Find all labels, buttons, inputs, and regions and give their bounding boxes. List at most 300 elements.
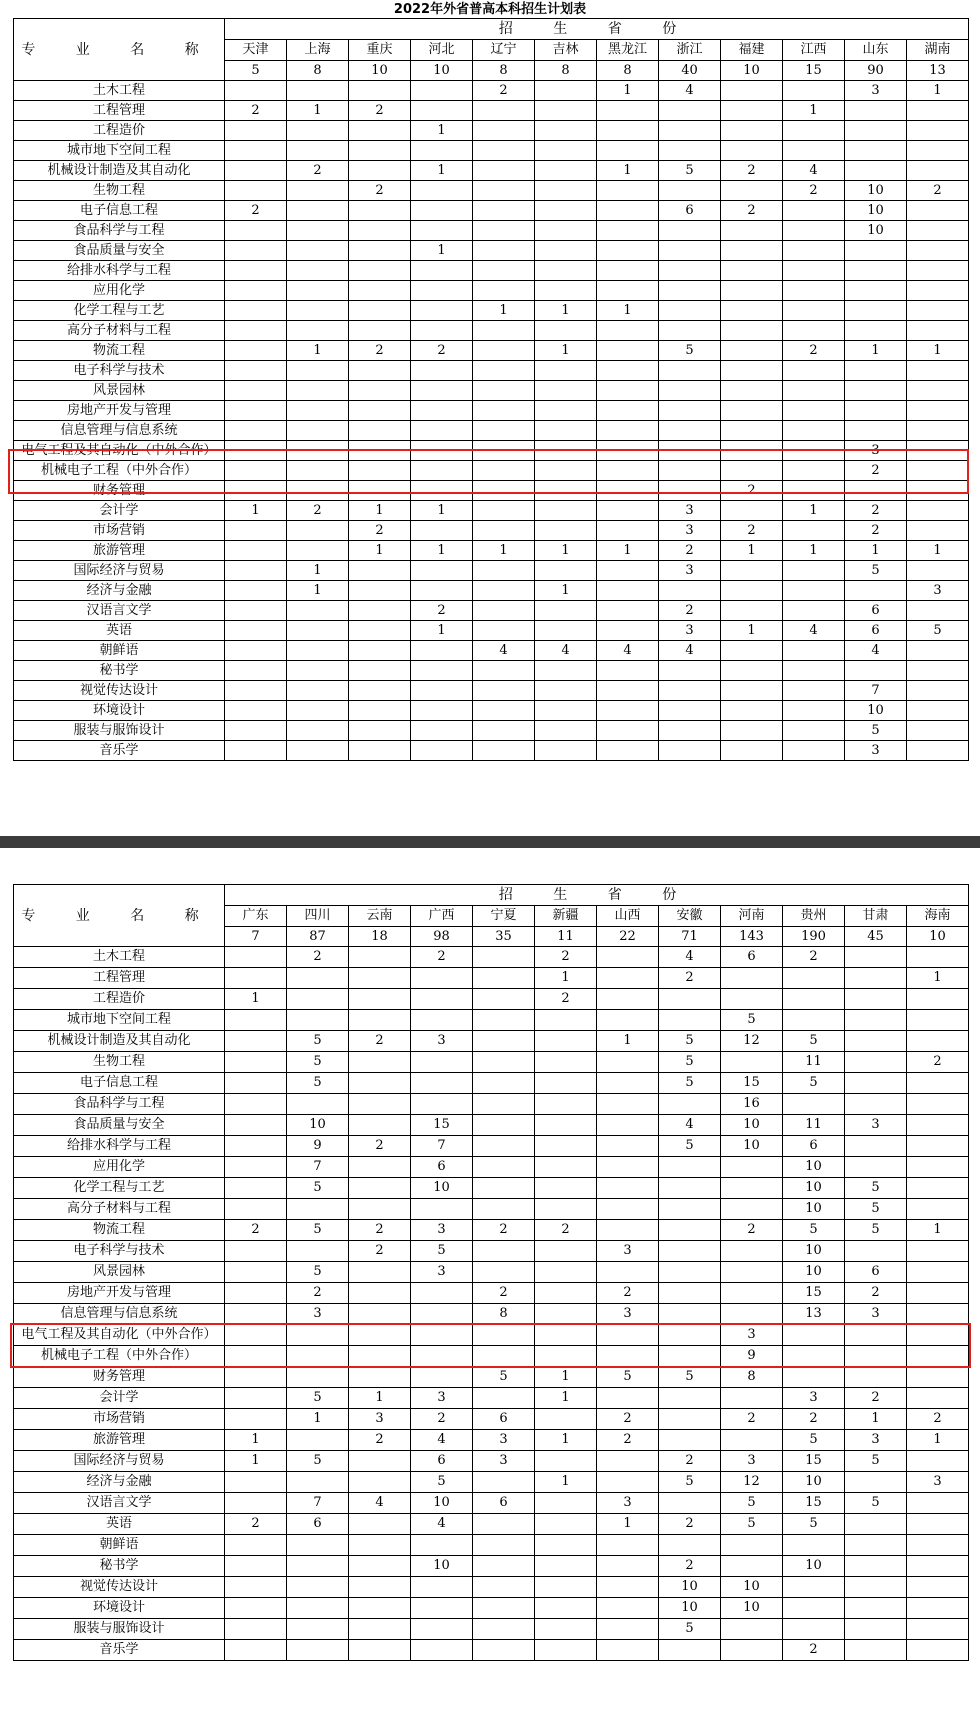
table-row	[14, 1115, 969, 1136]
quota-cell	[783, 301, 845, 321]
table-row	[14, 1577, 969, 1598]
quota-cell	[907, 721, 969, 741]
quota-cell: 3	[907, 1472, 969, 1493]
quota-cell	[287, 1430, 349, 1451]
table-row	[14, 681, 969, 701]
quota-cell: 5	[845, 1178, 907, 1199]
quota-cell	[473, 1262, 535, 1283]
quota-cell: 10	[721, 1598, 783, 1619]
quota-cell: 15	[783, 1283, 845, 1304]
province-total: 71	[659, 927, 721, 947]
province-header: 河北	[411, 40, 473, 61]
quota-cell	[535, 1115, 597, 1136]
quota-cell	[783, 521, 845, 541]
quota-cell	[473, 501, 535, 521]
quota-cell: 1	[845, 1409, 907, 1430]
province-header: 广西	[411, 906, 473, 927]
quota-cell: 2	[783, 181, 845, 201]
quota-cell	[659, 721, 721, 741]
quota-cell: 12	[721, 1472, 783, 1493]
quota-cell: 2	[473, 1220, 535, 1241]
quota-cell	[349, 1073, 411, 1094]
table-row	[14, 947, 969, 968]
quota-cell	[473, 421, 535, 441]
quota-cell	[225, 341, 287, 361]
quota-cell: 5	[845, 1199, 907, 1220]
major-name: 英语	[14, 621, 225, 641]
quota-cell	[845, 1052, 907, 1073]
quota-cell: 1	[411, 121, 473, 141]
major-name: 秘书学	[14, 661, 225, 681]
quota-cell	[907, 101, 969, 121]
quota-cell	[783, 461, 845, 481]
quota-cell	[845, 101, 907, 121]
quota-cell	[349, 1178, 411, 1199]
quota-cell	[659, 1304, 721, 1325]
quota-cell	[907, 1514, 969, 1535]
quota-cell	[721, 221, 783, 241]
major-name: 给排水科学与工程	[14, 261, 225, 281]
major-header: 专 业 名 称	[14, 19, 225, 81]
quota-cell	[225, 1052, 287, 1073]
table-row	[14, 501, 969, 521]
table-row	[14, 1388, 969, 1409]
quota-cell	[907, 161, 969, 181]
quota-cell	[907, 1367, 969, 1388]
quota-cell: 5	[659, 161, 721, 181]
quota-cell: 6	[845, 621, 907, 641]
quota-cell	[287, 1472, 349, 1493]
quota-cell	[411, 1346, 473, 1367]
quota-cell	[535, 1031, 597, 1052]
quota-cell	[411, 321, 473, 341]
quota-cell	[535, 221, 597, 241]
quota-cell	[411, 421, 473, 441]
quota-cell: 1	[287, 581, 349, 601]
quota-cell	[225, 1619, 287, 1640]
quota-cell: 5	[659, 1136, 721, 1157]
quota-cell: 10	[783, 1241, 845, 1262]
quota-cell	[535, 1199, 597, 1220]
quota-cell	[845, 1346, 907, 1367]
quota-cell	[535, 81, 597, 101]
major-name: 化学工程与工艺	[14, 301, 225, 321]
quota-cell	[411, 1283, 473, 1304]
quota-cell: 1	[783, 501, 845, 521]
quota-cell	[287, 1367, 349, 1388]
quota-cell	[597, 721, 659, 741]
quota-cell	[473, 1346, 535, 1367]
quota-cell	[907, 681, 969, 701]
quota-cell	[907, 641, 969, 661]
province-total: 10	[721, 61, 783, 81]
quota-cell	[845, 141, 907, 161]
quota-cell	[721, 381, 783, 401]
quota-cell	[845, 661, 907, 681]
quota-cell	[659, 1325, 721, 1346]
quota-cell: 1	[411, 541, 473, 561]
quota-cell	[287, 241, 349, 261]
quota-cell: 1	[535, 1430, 597, 1451]
quota-cell: 10	[411, 1493, 473, 1514]
quota-cell	[783, 421, 845, 441]
table-row	[14, 1157, 969, 1178]
quota-cell	[287, 1325, 349, 1346]
major-name: 工程造价	[14, 121, 225, 141]
quota-cell: 2	[349, 341, 411, 361]
quota-cell	[597, 1577, 659, 1598]
quota-cell	[473, 1556, 535, 1577]
province-header: 辽宁	[473, 40, 535, 61]
quota-cell	[349, 601, 411, 621]
quota-cell	[225, 621, 287, 641]
quota-cell: 2	[597, 1283, 659, 1304]
quota-cell	[597, 621, 659, 641]
quota-cell: 2	[659, 968, 721, 989]
quota-cell	[411, 581, 473, 601]
quota-cell	[349, 401, 411, 421]
major-name: 市场营销	[14, 1409, 225, 1430]
quota-cell	[597, 441, 659, 461]
major-name: 电气工程及其自动化（中外合作）	[14, 1325, 225, 1346]
major-name: 工程管理	[14, 968, 225, 989]
quota-cell: 10	[721, 1577, 783, 1598]
quota-cell: 3	[845, 1115, 907, 1136]
table-row	[14, 281, 969, 301]
quota-cell: 2	[349, 101, 411, 121]
quota-cell	[845, 1094, 907, 1115]
quota-cell	[721, 341, 783, 361]
quota-cell	[907, 1640, 969, 1661]
quota-cell	[907, 741, 969, 761]
quota-cell	[597, 101, 659, 121]
quota-cell	[907, 1577, 969, 1598]
quota-cell	[907, 321, 969, 341]
quota-cell: 2	[907, 181, 969, 201]
quota-cell: 7	[411, 1136, 473, 1157]
quota-cell: 2	[721, 201, 783, 221]
quota-cell	[473, 141, 535, 161]
quota-cell	[225, 361, 287, 381]
quota-cell	[225, 1388, 287, 1409]
table-row	[14, 401, 969, 421]
province-total: 8	[473, 61, 535, 81]
quota-cell: 5	[783, 1031, 845, 1052]
quota-cell: 1	[907, 81, 969, 101]
quota-cell	[783, 241, 845, 261]
quota-cell: 10	[659, 1577, 721, 1598]
quota-cell	[411, 221, 473, 241]
quota-cell	[473, 561, 535, 581]
quota-cell	[225, 381, 287, 401]
quota-cell: 5	[287, 1262, 349, 1283]
quota-cell: 1	[349, 1388, 411, 1409]
quota-cell: 2	[535, 1220, 597, 1241]
quota-cell: 1	[535, 581, 597, 601]
quota-cell	[907, 241, 969, 261]
quota-cell	[473, 601, 535, 621]
quota-cell	[473, 989, 535, 1010]
quota-cell: 1	[535, 301, 597, 321]
quota-cell	[287, 481, 349, 501]
quota-cell	[225, 141, 287, 161]
quota-cell	[597, 401, 659, 421]
quota-cell	[225, 1115, 287, 1136]
quota-cell	[597, 461, 659, 481]
quota-cell	[535, 121, 597, 141]
major-name: 环境设计	[14, 1598, 225, 1619]
quota-cell	[907, 1493, 969, 1514]
quota-cell	[225, 221, 287, 241]
quota-cell: 2	[659, 1556, 721, 1577]
quota-cell: 1	[535, 541, 597, 561]
quota-cell: 2	[349, 1241, 411, 1262]
province-header: 广东	[225, 906, 287, 927]
quota-cell	[535, 1325, 597, 1346]
major-name: 生物工程	[14, 1052, 225, 1073]
quota-cell	[597, 1178, 659, 1199]
quota-cell	[907, 261, 969, 281]
quota-cell	[721, 101, 783, 121]
quota-cell	[473, 341, 535, 361]
province-total: 10	[349, 61, 411, 81]
quota-cell	[907, 461, 969, 481]
quota-cell	[225, 1640, 287, 1661]
quota-cell	[411, 1199, 473, 1220]
major-name: 电子科学与技术	[14, 361, 225, 381]
quota-cell	[783, 221, 845, 241]
quota-cell: 5	[287, 1451, 349, 1472]
quota-cell	[783, 1535, 845, 1556]
quota-cell	[721, 989, 783, 1010]
quota-cell	[907, 1199, 969, 1220]
table-row	[14, 1010, 969, 1031]
quota-cell	[225, 1556, 287, 1577]
quota-cell	[907, 1115, 969, 1136]
table-row	[14, 1262, 969, 1283]
table-row	[14, 1304, 969, 1325]
quota-cell: 2	[659, 601, 721, 621]
province-header: 浙江	[659, 40, 721, 61]
quota-cell	[411, 441, 473, 461]
table-row	[14, 1640, 969, 1661]
quota-cell: 3	[597, 1241, 659, 1262]
quota-cell	[535, 1073, 597, 1094]
table-row	[14, 968, 969, 989]
quota-cell	[473, 581, 535, 601]
quota-cell	[349, 1094, 411, 1115]
major-name: 朝鲜语	[14, 641, 225, 661]
quota-cell	[473, 621, 535, 641]
quota-cell	[659, 1178, 721, 1199]
quota-cell	[473, 968, 535, 989]
quota-cell	[225, 1409, 287, 1430]
province-total: 8	[535, 61, 597, 81]
quota-cell	[597, 381, 659, 401]
quota-cell	[411, 1304, 473, 1325]
quota-cell: 7	[287, 1493, 349, 1514]
quota-cell	[659, 1262, 721, 1283]
major-name: 风景园林	[14, 1262, 225, 1283]
quota-cell	[225, 441, 287, 461]
major-name: 应用化学	[14, 281, 225, 301]
quota-cell	[535, 241, 597, 261]
province-total: 18	[349, 927, 411, 947]
quota-cell	[845, 581, 907, 601]
quota-cell	[287, 541, 349, 561]
quota-cell: 5	[845, 1493, 907, 1514]
quota-cell	[907, 1136, 969, 1157]
quota-cell: 1	[597, 1031, 659, 1052]
quota-cell	[783, 741, 845, 761]
quota-cell	[473, 181, 535, 201]
quota-cell	[349, 947, 411, 968]
quota-cell: 2	[783, 1640, 845, 1661]
major-name: 服装与服饰设计	[14, 1619, 225, 1640]
quota-cell	[659, 321, 721, 341]
quota-cell	[535, 1640, 597, 1661]
quota-cell	[721, 501, 783, 521]
quota-cell	[659, 1640, 721, 1661]
quota-cell: 1	[845, 541, 907, 561]
major-name: 经济与金融	[14, 581, 225, 601]
quota-cell	[845, 1514, 907, 1535]
quota-cell	[411, 1598, 473, 1619]
quota-cell	[783, 968, 845, 989]
quota-cell	[535, 1136, 597, 1157]
quota-cell	[411, 1052, 473, 1073]
quota-cell	[225, 1472, 287, 1493]
quota-cell	[225, 561, 287, 581]
quota-cell	[659, 1409, 721, 1430]
quota-cell	[721, 1157, 783, 1178]
quota-cell: 3	[659, 561, 721, 581]
quota-cell	[597, 1073, 659, 1094]
province-header: 湖南	[907, 40, 969, 61]
quota-cell: 6	[411, 1157, 473, 1178]
quota-cell	[473, 381, 535, 401]
quota-cell	[907, 1619, 969, 1640]
quota-cell: 8	[721, 1367, 783, 1388]
quota-cell: 2	[721, 521, 783, 541]
table-row	[14, 741, 969, 761]
quota-cell	[597, 701, 659, 721]
quota-cell	[411, 661, 473, 681]
quota-cell	[597, 1535, 659, 1556]
quota-cell: 5	[287, 1073, 349, 1094]
quota-cell	[349, 701, 411, 721]
major-name: 汉语言文学	[14, 601, 225, 621]
quota-cell	[535, 1451, 597, 1472]
quota-cell	[473, 1157, 535, 1178]
province-header: 江西	[783, 40, 845, 61]
quota-cell	[411, 1010, 473, 1031]
quota-cell: 3	[411, 1031, 473, 1052]
quota-cell	[287, 621, 349, 641]
quota-cell	[597, 501, 659, 521]
quota-cell: 3	[473, 1451, 535, 1472]
quota-cell: 4	[411, 1430, 473, 1451]
table-row	[14, 1073, 969, 1094]
quota-cell	[597, 181, 659, 201]
quota-cell	[721, 421, 783, 441]
quota-cell	[349, 81, 411, 101]
quota-cell	[597, 341, 659, 361]
quota-cell: 5	[845, 1220, 907, 1241]
quota-cell	[907, 281, 969, 301]
quota-cell	[225, 121, 287, 141]
quota-cell: 3	[845, 1430, 907, 1451]
quota-cell: 10	[845, 701, 907, 721]
quota-cell	[349, 201, 411, 221]
table-row	[14, 321, 969, 341]
quota-cell	[659, 1346, 721, 1367]
quota-cell: 5	[659, 1619, 721, 1640]
quota-cell	[287, 121, 349, 141]
quota-cell	[907, 1451, 969, 1472]
quota-cell	[535, 1304, 597, 1325]
quota-cell	[225, 1031, 287, 1052]
quota-cell	[907, 989, 969, 1010]
quota-cell	[349, 1472, 411, 1493]
quota-cell	[535, 101, 597, 121]
table-row	[14, 601, 969, 621]
quota-cell	[845, 1619, 907, 1640]
quota-cell: 5	[721, 1514, 783, 1535]
quota-cell	[225, 581, 287, 601]
province-header: 上海	[287, 40, 349, 61]
quota-cell	[721, 1178, 783, 1199]
quota-cell	[783, 261, 845, 281]
quota-cell	[659, 581, 721, 601]
page-separator	[0, 836, 980, 848]
table-row	[14, 121, 969, 141]
page-title: 2022年外省普高本科招生计划表	[393, 2, 587, 17]
quota-cell	[659, 1241, 721, 1262]
quota-cell: 4	[783, 161, 845, 181]
quota-cell	[411, 101, 473, 121]
quota-cell: 1	[721, 541, 783, 561]
quota-cell	[349, 1577, 411, 1598]
quota-cell	[225, 1577, 287, 1598]
quota-cell	[783, 661, 845, 681]
quota-cell	[659, 281, 721, 301]
quota-cell: 12	[721, 1031, 783, 1052]
quota-cell	[411, 968, 473, 989]
quota-cell: 1	[225, 501, 287, 521]
quota-cell	[721, 581, 783, 601]
quota-cell	[225, 181, 287, 201]
quota-cell	[845, 947, 907, 968]
quota-cell	[411, 681, 473, 701]
major-name: 土木工程	[14, 81, 225, 101]
quota-cell: 2	[411, 341, 473, 361]
quota-cell	[473, 1136, 535, 1157]
quota-cell: 2	[349, 181, 411, 201]
major-name: 英语	[14, 1514, 225, 1535]
quota-cell: 2	[473, 81, 535, 101]
quota-cell	[349, 1325, 411, 1346]
quota-cell: 1	[907, 1430, 969, 1451]
major-name: 国际经济与贸易	[14, 561, 225, 581]
quota-cell	[597, 1136, 659, 1157]
quota-cell	[473, 1052, 535, 1073]
quota-cell: 2	[597, 1409, 659, 1430]
quota-cell: 5	[721, 1493, 783, 1514]
quota-cell: 5	[659, 1472, 721, 1493]
quota-cell	[535, 1241, 597, 1262]
major-name: 秘书学	[14, 1556, 225, 1577]
